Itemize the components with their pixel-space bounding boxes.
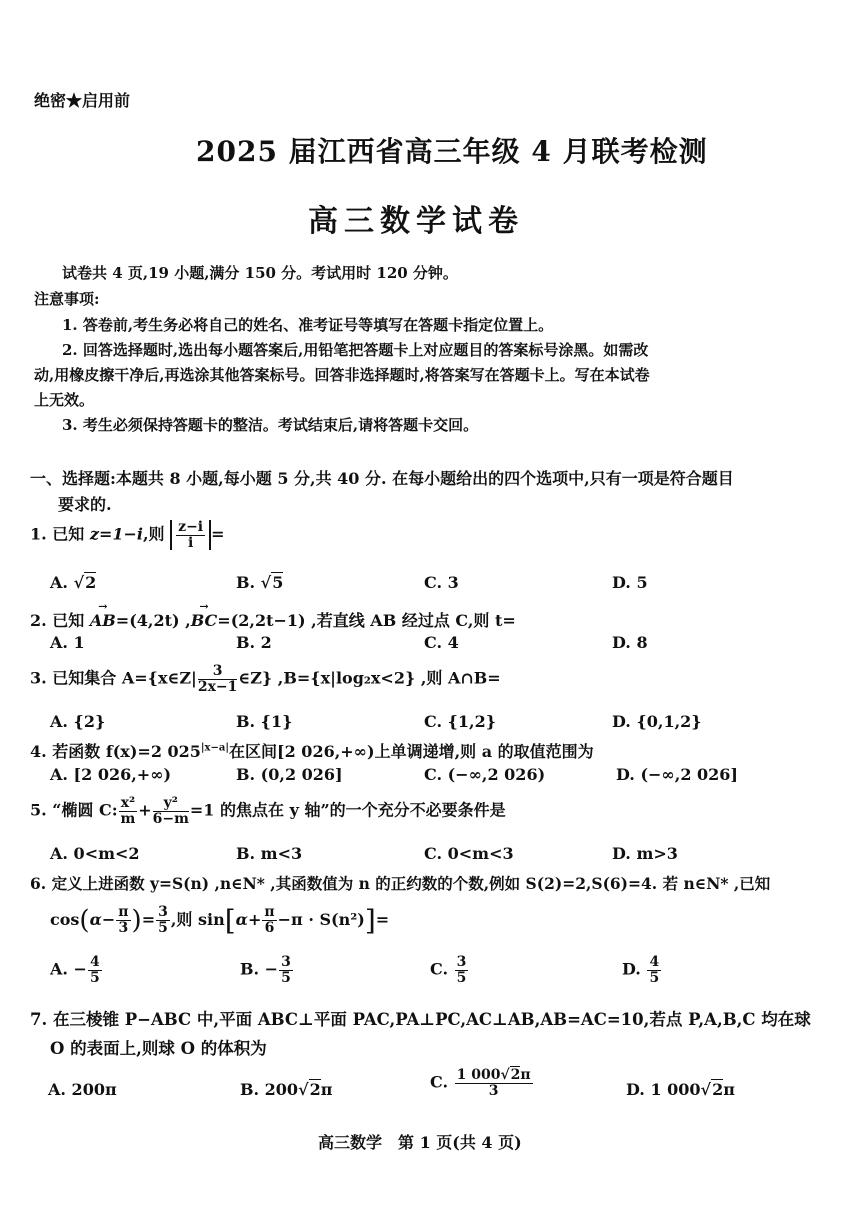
question-2-option-c: C. 4 — [424, 633, 459, 652]
question-7-stem-line-1: 7. 在三棱锥 P−ABC 中,平面 ABC⊥平面 PAC,PA⊥PC,AC⊥AB,AB=AC=10,若点 P,A,B,C 均在球 — [30, 1010, 811, 1029]
question-3-stem: 3. 已知集合 A={x∈Z| $\frac{3}{2x-1}$ ∈Z} ,B={x|log₂x<2} ,则 A∩B= — [30, 663, 501, 695]
question-1-option-c: C. 3 — [424, 573, 459, 592]
question-1-option-a: A. √2 — [50, 573, 97, 592]
question-1-stem: 1. 已知 z=1−i,则 $\frac{z-i}{i}$ = — [30, 519, 225, 551]
question-2-stem: 2. 已知 → AB=(4,2t) ,→ BC=(2,2t−1) ,若直线 AB 经过点 C,则 t= — [30, 608, 516, 631]
question-7-option-c: C. $\frac{1 000√2\pi}{3}$ — [430, 1067, 531, 1099]
question-4-stem: 4. 若函数 f(x)=2 $025^{|x-a|}$在区间[2 026,+∞)上单调递增,则 a 的取值范围为 — [30, 742, 594, 761]
question-4-option-c: C. (−∞,2 026) — [424, 765, 546, 784]
question-6-stem-line-2: cos(α− $\frac{\pi}{3}$ )= $\frac{3}{5}$ ,则 sin[α+ $\frac{\pi}{6}$ −π · S(n²)]= — [50, 904, 390, 937]
question-7-option-b: B. 200√2π — [240, 1080, 333, 1099]
note-item-2-line-1: 2. 回答选择题时,选出每小题答案后,用铅笔把答题卡上对应题目的答案标号涂黑。如需改 — [62, 341, 649, 359]
question-4-option-b: B. (0,2 026] — [236, 765, 343, 784]
question-5-option-a: A. 0<m<2 — [50, 844, 140, 863]
exam-subtitle: 高三数学试卷 — [308, 204, 524, 239]
question-1-option-b: B. √5 — [236, 573, 284, 592]
question-6-option-b: B. − $\frac{3}{5}$ — [240, 954, 291, 986]
question-6-option-c: C. $\frac{3}{5}$ — [430, 954, 467, 986]
question-2-option-a: A. 1 — [50, 633, 85, 652]
question-6-option-a: A. − $\frac{4}{5}$ — [50, 954, 100, 986]
exam-summary: 试卷共 4 页,19 小题,满分 150 分。考试用时 120 分钟。 — [62, 264, 458, 282]
question-7-option-a: A. 200π — [48, 1080, 117, 1099]
question-7-option-d: D. 1 000√2π — [626, 1080, 735, 1099]
question-6-option-d: D. $\frac{4}{5}$ — [622, 954, 660, 986]
question-4-option-d: D. (−∞,2 026] — [616, 765, 738, 784]
section-1-heading-cont: 要求的. — [58, 495, 112, 514]
abs-value-expression: $\frac{z-i}{i}$ — [170, 520, 211, 550]
note-item-2-line-3: 上无效。 — [34, 391, 95, 409]
question-5-option-d: D. m>3 — [612, 844, 678, 863]
notes-heading: 注意事项: — [34, 290, 100, 308]
question-1-option-d: D. 5 — [612, 573, 648, 592]
question-7-stem-line-2: O 的表面上,则球 O 的体积为 — [50, 1039, 267, 1058]
question-2-option-b: B. 2 — [236, 633, 272, 652]
question-2-option-d: D. 8 — [612, 633, 648, 652]
question-3-option-a: A. {2} — [50, 712, 106, 731]
note-item-3: 3. 考生必须保持答题卡的整洁。考试结束后,请将答题卡交回。 — [62, 416, 479, 434]
confidential-label: 绝密★启用前 — [34, 91, 131, 110]
note-item-2-line-2: 动,用橡皮擦干净后,再选涂其他答案标号。回答非选择题时,将答案写在答题卡上。写在本试卷 — [34, 366, 650, 384]
question-5-option-b: B. m<3 — [236, 844, 303, 863]
question-3-option-d: D. {0,1,2} — [612, 712, 702, 731]
note-item-1: 1. 答卷前,考生务必将自己的姓名、准考证号等填写在答题卡指定位置上。 — [62, 316, 554, 334]
exam-title: 2025 届江西省高三年级 4 月联考检测 — [196, 135, 708, 168]
question-5-option-c: C. 0<m<3 — [424, 844, 514, 863]
question-3-option-b: B. {1} — [236, 712, 293, 731]
question-6-stem-line-1: 6. 定义上进函数 y=S(n) ,n∈N* ,其函数值为 n 的正约数的个数,例如 S(2)=2,S(6)=4. 若 n∈N* ,已知 — [30, 874, 771, 893]
question-3-option-c: C. {1,2} — [424, 712, 497, 731]
section-1-heading: 一、选择题:本题共 8 小题,每小题 5 分,共 40 分. 在每小题给出的四个选项中,只有一项是符合题目 — [30, 469, 734, 488]
question-4-option-a: A. [2 026,+∞) — [50, 765, 172, 784]
question-5-stem: 5. “椭圆 C: $\frac{\text{x²}}{m}$ + $\frac{\text{y²}}{6-m}$ =1 的焦点在 y 轴”的一个充分不必要条件是 — [30, 795, 506, 827]
page-footer: 高三数学 第 1 页(共 4 页) — [318, 1133, 522, 1152]
